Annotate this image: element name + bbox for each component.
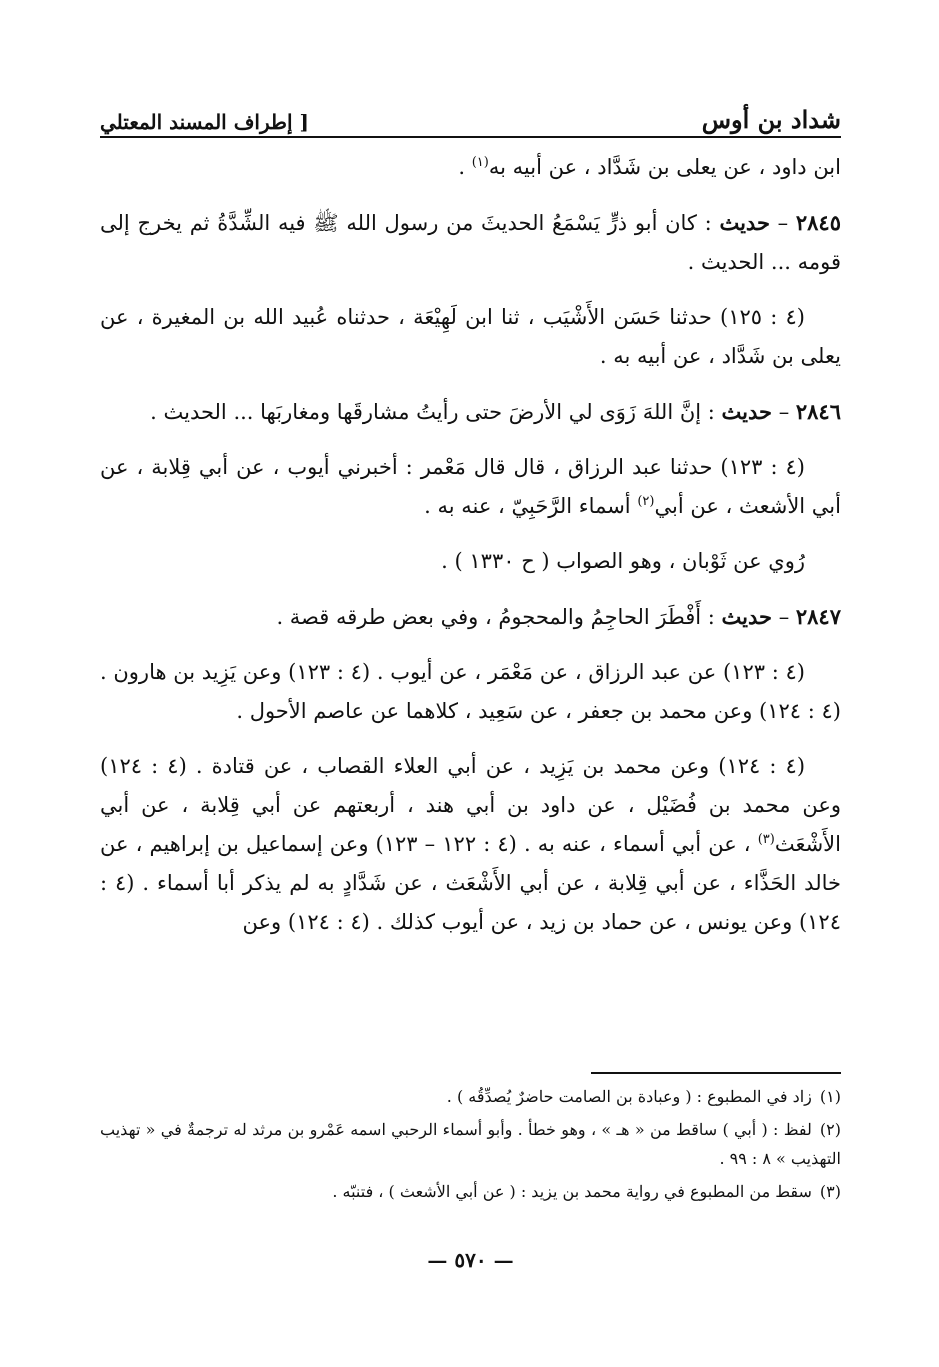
isnad-paragraph: (٤ : ١٢٤) وعن محمد بن يَزِيد ، عن أبي العلاء القصاب ، عن قتادة . (٤ : ١٢٤) وعن محمد بن فُضَيْل ، عن داود بن أبي هند ، أربعتهم عن أبي قِلابة ، عن أبي الأَشْعَث$^{(٣)}$ ، عن أبي أسماء ، عنه به . (٤ : ١٢٢ – ١٢٣) وعن إسماعيل بن إبراهيم ، عن خالد الحَذَّاء ، عن أبي قِلابة ، عن أبي الأَشْعَث ، عن شَدَّادٍ به لم يذكر أبا أسماء . (٤ : ١٢٤) وعن يونس ، عن حماد بن زيد ، عن أيوب كذلك . (٤ : ١٢٤) وعن: [100, 754, 841, 934]
footnotes: [100, 1082, 841, 1210]
footnote-text: سقط من المطبوع في رواية محمد بن يزيد : ( عن أبي الأشعث ) ، فتنبّه .: [332, 1182, 812, 1201]
book-page: [100, 0, 841, 1367]
hadith-text: : أَفْطَرَ الحاجِمُ والمحجومُ ، وفي بعض طرقه قصة .: [276, 605, 722, 629]
paragraph-continuation: ابن داود ، عن يعلى بن شَدَّاد ، عن أبيه به$^{(١)}$ .: [458, 155, 841, 179]
footnote-text: لفظ : ( أبي ) ساقط من « هـ » ، وهو خطأ . وأبو أسماء الرحبي اسمه عَمْرو بن مرثد له ترجمةٌ في « تهذيب التهذيب » ٨ : ٩٩ .: [100, 1120, 841, 1168]
hadith-number: ٢٨٤٧: [795, 604, 841, 629]
footnote-item: [100, 1177, 841, 1206]
hadith-2847: ٢٨٤٧ – حديث : أَفْطَرَ الحاجِمُ والمحجومُ ، وفي بعض طرقه قصة .: [276, 604, 841, 629]
isnad-paragraph: (٤ : ١٢٣) عن عبد الرزاق ، عن مَعْمَر ، عن أيوب . (٤ : ١٢٣) وعن يَزِيد بن هارون . (٤ : ١٢٤) وعن محمد بن جعفر ، عن سَعِيد ، كلاهما عن عاصم الأحول .: [100, 660, 841, 723]
footnote-ref-3[interactable]: (٣): [757, 832, 775, 847]
footnote-number: (١): [819, 1087, 841, 1106]
hadith-text: : إنَّ اللهَ زَوَى لي الأرضَ حتى رأيتُ مشارقَها ومغاربَها ... الحديث .: [150, 400, 722, 424]
footnote-divider: [591, 1072, 841, 1074]
isnad-paragraph: (٤ : ١٢٣) حدثنا عبد الرزاق ، قال قال مَعْمر : أخبرني أيوب ، عن أبي قِلابة ، عن أبي الأشعث ، عن أبي$^{(٢)}$ أسماء الرَّحَبِيّ ، عنه به .: [100, 455, 841, 518]
hadith-2846: ٢٨٤٦ – حديث : إنَّ اللهَ زَوَى لي الأرضَ حتى رأيتُ مشارقَها ومغاربَها ... الحديث .: [150, 399, 841, 424]
book-title: [ إطراف المسند المعتلي: [100, 110, 309, 134]
footnote-item: [100, 1115, 841, 1173]
hadith-2845: ٢٨٤٥ – حديث : كان أبو ذرٍّ يَسْمَعُ الحديثَ من رسول الله ﷺ فيه الشِّدَّةُ ثم يخرج إلى قومه ... الحديث .: [100, 210, 841, 274]
hadith-text: : كان أبو ذرٍّ يَسْمَعُ الحديثَ من رسول الله ﷺ فيه الشِّدَّةُ ثم يخرج إلى قومه ... الحديث .: [100, 211, 841, 274]
note-paragraph: رُوي عن ثَوْبان ، وهو الصواب ( ح ١٣٣٠ ) .: [441, 549, 805, 573]
footnote-ref-2[interactable]: (٢): [637, 494, 655, 509]
hadith-label: حديث: [719, 210, 770, 235]
hadith-number: ٢٨٤٥: [795, 210, 841, 235]
page-number: — ٥٧٠ —: [427, 1248, 514, 1272]
hadith-label: حديث: [721, 399, 773, 424]
footnote-ref-1[interactable]: (١): [471, 155, 489, 170]
isnad-paragraph: (٤ : ١٢٥) حدثنا حَسَن الأَشْيَب ، ثنا ابن لَهِيْعَة ، حدثناه عُبيد الله بن المغيرة ، عن يعلى بن شَدَّاد ، عن أبيه به .: [100, 305, 841, 368]
footnote-number: (٢): [819, 1120, 841, 1139]
footnote-number: (٣): [819, 1182, 841, 1201]
hadith-label: حديث: [721, 604, 773, 629]
running-header: [100, 94, 841, 134]
header-divider: [100, 136, 841, 138]
main-text: [100, 148, 841, 958]
footnote-item: [100, 1082, 841, 1111]
footnote-text: زاد في المطبوع : ( وعبادة بن الصامت حاضرٌ يُصدِّقُه ) .: [446, 1087, 812, 1106]
hadith-number: ٢٨٤٦: [795, 399, 841, 424]
chapter-title: شداد بن أوس: [701, 105, 841, 134]
